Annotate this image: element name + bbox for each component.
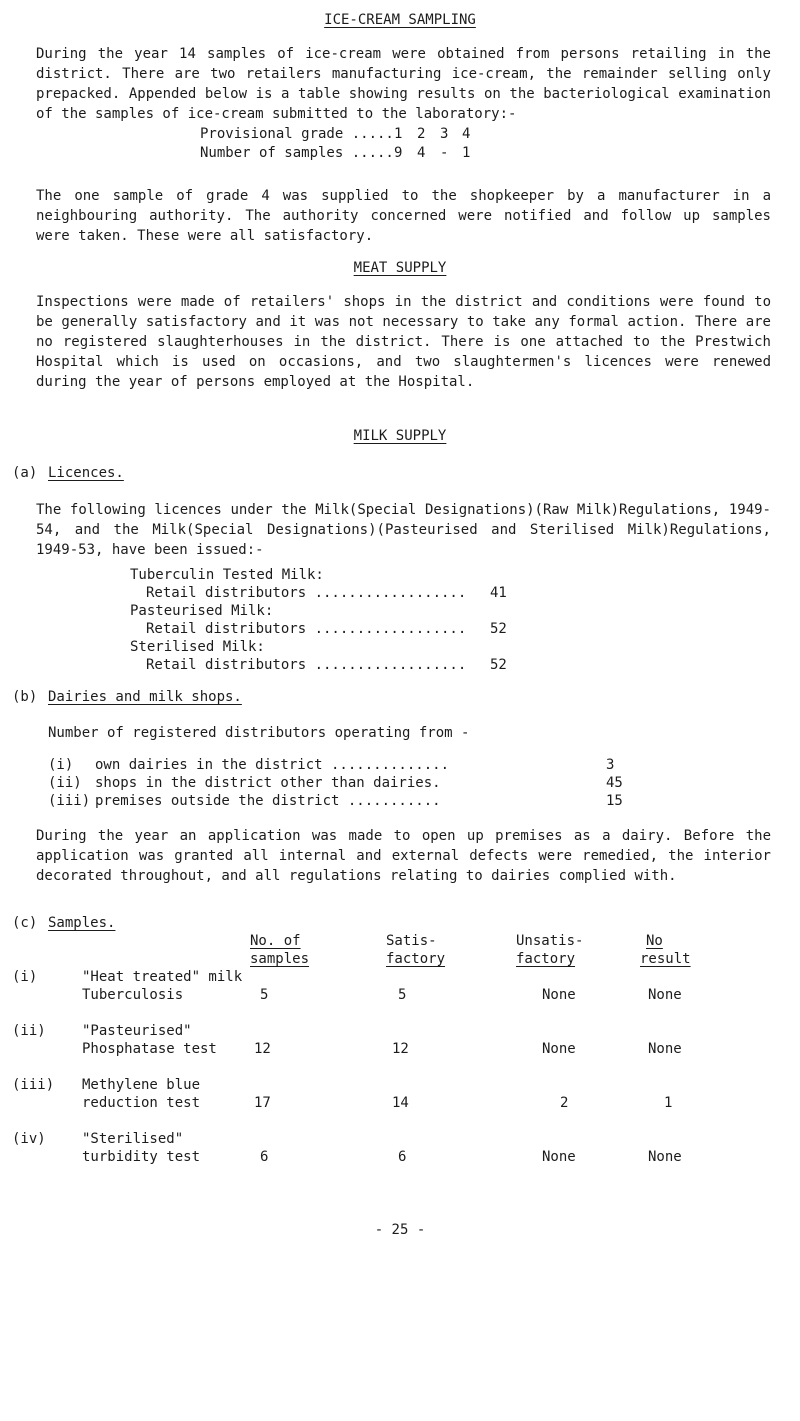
dairy-num-2: (ii): [48, 775, 82, 791]
licences-label: (a): [12, 465, 38, 481]
table-cell-unsatisfactory: None: [542, 1149, 576, 1165]
count-3: -: [440, 145, 449, 161]
grade-1: 1: [394, 126, 403, 142]
table-row-num: (iii): [12, 1077, 55, 1093]
dairy-num-1: (i): [48, 757, 74, 773]
dairies-paragraph: During the year an application was made to open up premises as a dairy. Before the application was granted all internal and external defects were remedied, the interior decorated throughout, and all regulations relating to dairies complied with.: [36, 828, 771, 884]
ice-cream-paragraph-2: The one sample of grade 4 was supplied to the shopkeeper by a manufacturer in a neighbouring authority. The authority concerned were notified and follow up samples were taken. These were all satisfactory.: [36, 188, 771, 244]
table-cell-samples: 12: [254, 1041, 271, 1057]
grade-4: 4: [462, 126, 471, 142]
dairy-num-3: (iii): [48, 793, 91, 809]
licence-category-3: Sterilised Milk:: [130, 639, 265, 655]
dairies-title: Dairies and milk shops.: [48, 689, 242, 705]
licence-category-1: Tuberculin Tested Milk:: [130, 567, 324, 583]
table-cell-satisfactory: 6: [398, 1149, 407, 1165]
table-cell-satisfactory: 12: [392, 1041, 409, 1057]
dairies-intro: Number of registered distributors operating from -: [48, 725, 470, 741]
dairy-value-3: 15: [606, 793, 623, 809]
licence-value-1: 41: [490, 585, 507, 601]
header-unsatisfactory-a: Unsatis-: [516, 933, 584, 949]
table-cell-no-result: None: [648, 1041, 682, 1057]
table-row-line2: turbidity test: [82, 1149, 201, 1165]
table-cell-samples: 5: [260, 987, 269, 1003]
licence-value-3: 52: [490, 657, 507, 673]
count-1: 9: [394, 145, 403, 161]
header-samples-a: No. of: [250, 933, 301, 949]
ice-cream-paragraph: During the year 14 samples of ice-cream were obtained from persons retailing in the district. There are two retailers manufacturing ice-cream, the remainder selling only prepacked. Appended below is a table showing results on the bacteriological examination of the samples of ice-cream submitted to the laboratory:-: [36, 46, 771, 122]
header-samples-b: samples: [250, 951, 310, 967]
grade-3: 3: [440, 126, 449, 142]
licence-line-3: Retail distributors ..................: [146, 657, 467, 673]
samples-label: (c): [12, 915, 38, 931]
count-4: 1: [462, 145, 471, 161]
licence-category-2: Pasteurised Milk:: [130, 603, 274, 619]
header-no-result-a: No: [646, 933, 663, 949]
licences-paragraph: The following licences under the Milk(Special Designations)(Raw Milk)Regulations, 1949-54, and the Milk(Special Designations)(Pasteurised and Sterilised Milk)Regulations, 1949-53, have been issued:-: [36, 502, 771, 558]
table-row-line1: "Pasteurised": [82, 1023, 192, 1039]
table-row-line1: Methylene blue: [82, 1077, 201, 1093]
header-satisfactory-a: Satis-: [386, 933, 437, 949]
table-row-num: (iv): [12, 1131, 46, 1147]
licences-title: Licences.: [48, 465, 124, 481]
licence-value-2: 52: [490, 621, 507, 637]
table-cell-unsatisfactory: None: [542, 987, 576, 1003]
table-row-line2: reduction test: [82, 1095, 201, 1111]
table-cell-unsatisfactory: None: [542, 1041, 576, 1057]
count-2: 4: [417, 145, 426, 161]
dairies-label: (b): [12, 689, 38, 705]
table-row-line1: "Sterilised": [82, 1131, 184, 1147]
page-number: - 25 -: [374, 1222, 426, 1238]
grade-2: 2: [417, 126, 426, 142]
table-row-num: (ii): [12, 1023, 46, 1039]
header-no-result-b: result: [640, 951, 691, 967]
dairy-text-3: premises outside the district ...........: [95, 793, 441, 809]
count-label: Number of samples .....: [200, 145, 394, 161]
milk-heading: MILK SUPPLY: [353, 428, 447, 444]
table-cell-satisfactory: 5: [398, 987, 407, 1003]
table-cell-no-result: None: [648, 1149, 682, 1165]
table-cell-satisfactory: 14: [392, 1095, 409, 1111]
header-satisfactory-b: factory: [386, 951, 446, 967]
ice-cream-heading: ICE-CREAM SAMPLING: [324, 12, 476, 28]
table-row-line2: Tuberculosis: [82, 987, 184, 1003]
table-cell-samples: 17: [254, 1095, 271, 1111]
table-cell-samples: 6: [260, 1149, 269, 1165]
table-cell-no-result: None: [648, 987, 682, 1003]
dairy-text-2: shops in the district other than dairies.: [95, 775, 441, 791]
table-row-line2: Phosphatase test: [82, 1041, 217, 1057]
header-unsatisfactory-b: factory: [516, 951, 576, 967]
dairy-text-1: own dairies in the district ..............: [95, 757, 450, 773]
licence-line-1: Retail distributors ..................: [146, 585, 467, 601]
grade-label: Provisional grade .....: [200, 126, 394, 142]
table-cell-unsatisfactory: 2: [560, 1095, 569, 1111]
licence-line-2: Retail distributors ..................: [146, 621, 467, 637]
meat-paragraph: Inspections were made of retailers' shops in the district and conditions were found to be generally satisfactory and it was not necessary to take any formal action. There are no registered slaughterhouses in the district. There is one attached to the Prestwich Hospital which is used on occasions, and two slaughtermen's licences were renewed during the year of persons employed at the Hospital.: [36, 294, 771, 390]
table-row-num: (i): [12, 969, 38, 985]
table-cell-no-result: 1: [664, 1095, 673, 1111]
dairy-value-1: 3: [606, 757, 615, 773]
dairy-value-2: 45: [606, 775, 623, 791]
samples-title: Samples.: [48, 915, 116, 931]
meat-heading: MEAT SUPPLY: [353, 260, 447, 276]
table-row-line1: "Heat treated" milk: [82, 969, 243, 985]
